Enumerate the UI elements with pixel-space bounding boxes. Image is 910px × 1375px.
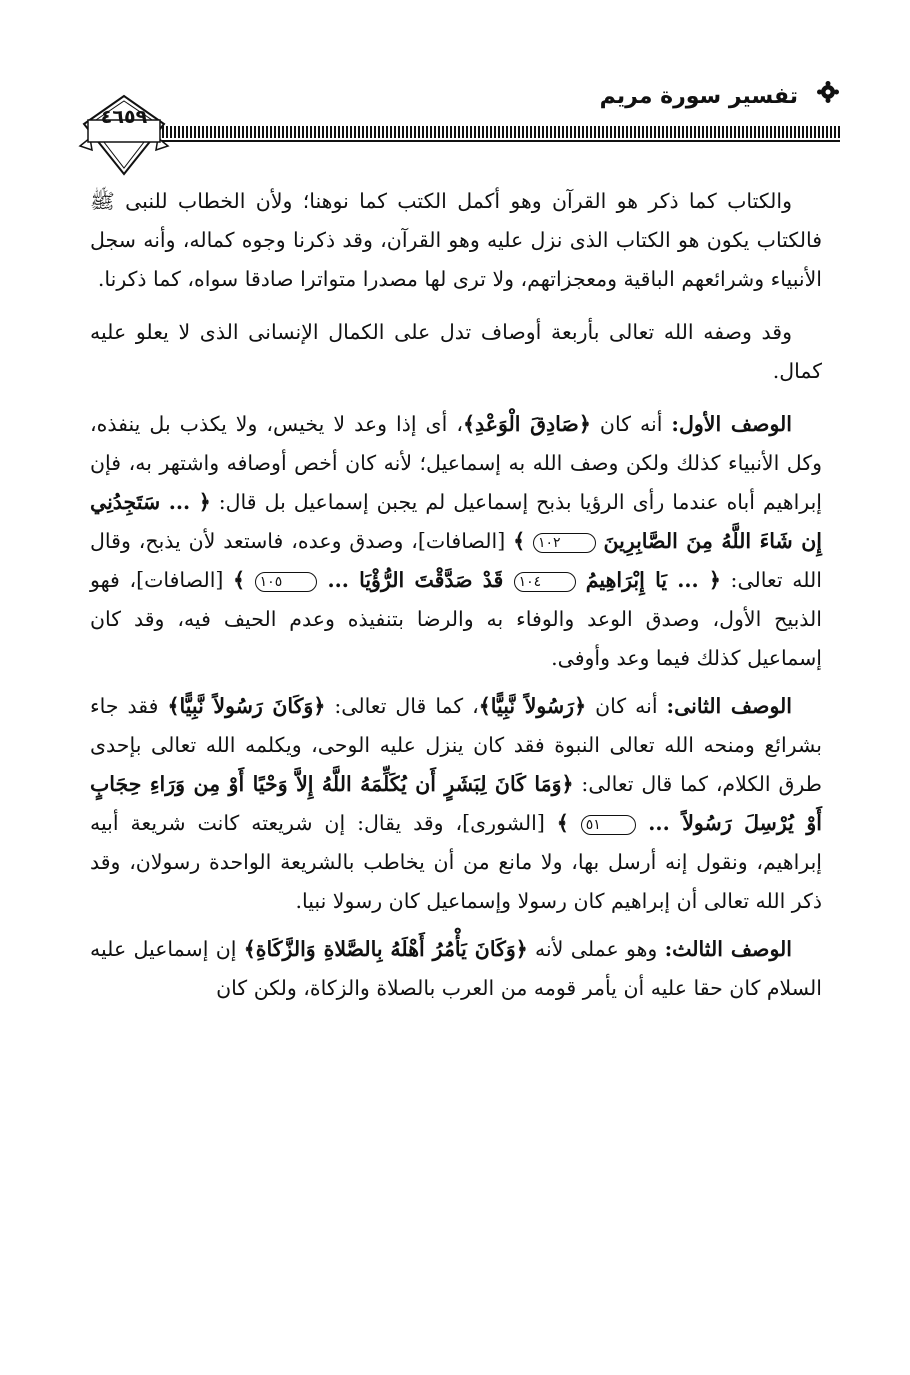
text-run: أنه كان xyxy=(590,412,672,436)
section-label-third: الوصف الثالث: xyxy=(664,937,792,961)
text-run: إن إسماعيل عليه السلام كان حقا عليه أن يأمر قومه من العرب بالصلاة والزكاة، ولكن كان xyxy=(90,937,822,1000)
diamond-page-badge-icon xyxy=(76,90,172,180)
text-run: ، وصدق وعده، فاستعد لأن يذبح، وقال الله تعالى: xyxy=(90,529,822,592)
quran-verse: ﴿وَكَانَ رَسُولاً نَّبِيًّا﴾ xyxy=(167,694,326,718)
running-title: تفسير سورة مريم xyxy=(599,84,798,109)
header-rule xyxy=(162,126,840,138)
paragraph-3 xyxy=(90,405,822,678)
quran-verse: ﴿وَمَا كَانَ لِبَشَرٍ أَن يُكَلِّمَهُ اللَّهُ إِلاَّ وَحْيًا أَوْ مِن وَرَاءِ حِجَابٍ أَوْ يُرْسِلَ رَسُولاً ... xyxy=(90,772,822,835)
text-run: ، أى إذا وعد لا يخيس، ولا يكذب بل ينفذه، وكل الأنبياء كذلك ولكن وصف الله به إسماعيل؛ لأنه كان أخص أوصافه واشتهر به، فإن إبراهيم أباه عندما رأى الرؤيا بذبح إسماعيل لم يجبن إسماعيل بل قال: xyxy=(90,412,822,514)
page-number: ٤٦٥٩ xyxy=(100,106,148,128)
quran-verse: ﴿ ... يَا إِبْرَاهِيمُ xyxy=(585,568,721,592)
surah-reference: [الصافات] xyxy=(417,529,514,553)
ayah-number: ١٠٥ xyxy=(255,572,318,592)
verse-close: ﴾ xyxy=(233,568,246,592)
section-label-first: الوصف الأول: xyxy=(671,412,792,436)
text-run: وهو عملى لأنه xyxy=(527,937,665,961)
text-run: ، فهو الذبيح الأول، وصدق الوعد والوفاء به والرضا بتنفيذه وعدم الحيف فيه، وقد كان إسماعيل كذلك فيما وعد وأوفى. xyxy=(90,568,822,670)
paragraph-5 xyxy=(90,930,822,1008)
body-text xyxy=(90,182,822,1017)
ayah-number: ١٠٢ xyxy=(533,533,596,553)
section-label-second: الوصف الثانى: xyxy=(666,694,792,718)
verse-close: ﴾ xyxy=(513,529,526,553)
page-header xyxy=(70,70,840,180)
text-run: ، كما قال تعالى: xyxy=(325,694,479,718)
quran-verse: قَدْ صَدَّقْتَ الرُّؤْيَا ... xyxy=(317,568,514,592)
paragraph-1: والكتاب كما ذكر هو القرآن وهو أكمل الكتب كما نوهنا؛ ولأن الخطاب للنبى ﷺ فالكتاب يكون هو الكتاب الذى نزل عليه وهو القرآن، وقد ذكرنا وجوه كماله، وأنه سجل الأنبياء وشرائعهم الباقية ومعجزاتهم، ولا ترى لها مصدرا متواترا صادقا سواه، كما ذكرنا. xyxy=(90,189,822,291)
paragraph-2: وقد وصفه الله تعالى بأربعة أوصاف تدل على الكمال الإنسانى الذى لا يعلو عليه كمال. xyxy=(90,320,822,383)
text-run: فقد جاء بشرائع ومنحه الله تعالى النبوة فقد كان ينزل عليه الوحى، ويكلمه الله تعالى بإحدى طرق الكلام، كما قال تعالى: xyxy=(90,694,822,796)
verse-close: ﴾ xyxy=(556,811,569,835)
ayah-number: ٥١ xyxy=(581,815,636,835)
text-run: أنه كان xyxy=(586,694,667,718)
paragraph-4 xyxy=(90,687,822,921)
flower-ornament-icon xyxy=(816,80,840,104)
header-rule-thin xyxy=(162,140,840,142)
quran-verse: ﴿وَكَانَ يَأْمُرُ أَهْلَهُ بِالصَّلاةِ وَالزَّكَاةِ﴾ xyxy=(243,937,528,961)
quran-verse: ﴿رَسُولاً نَّبِيًّا﴾ xyxy=(478,694,587,718)
text-run: ، وقد يقال: إن شريعته كانت شريعة أبيه إبراهيم، ونقول إنه أرسل بها، ولا مانع من أن يخاطب بالشريعة الواحدة رسولان، وقد ذكر الله تعالى أن إبراهيم كان رسولا وإسماعيل كان رسولا نبيا. xyxy=(90,811,822,913)
surah-reference: [الشورى] xyxy=(462,811,557,835)
quran-verse: ﴿ ... سَتَجِدُنِي إِن شَاءَ اللَّهُ مِنَ الصَّابِرِينَ xyxy=(90,490,822,553)
ayah-number: ١٠٤ xyxy=(514,572,577,592)
quran-verse: ﴿صَادِقَ الْوَعْدِ﴾ xyxy=(462,412,591,436)
surah-reference: [الصافات] xyxy=(136,568,234,592)
